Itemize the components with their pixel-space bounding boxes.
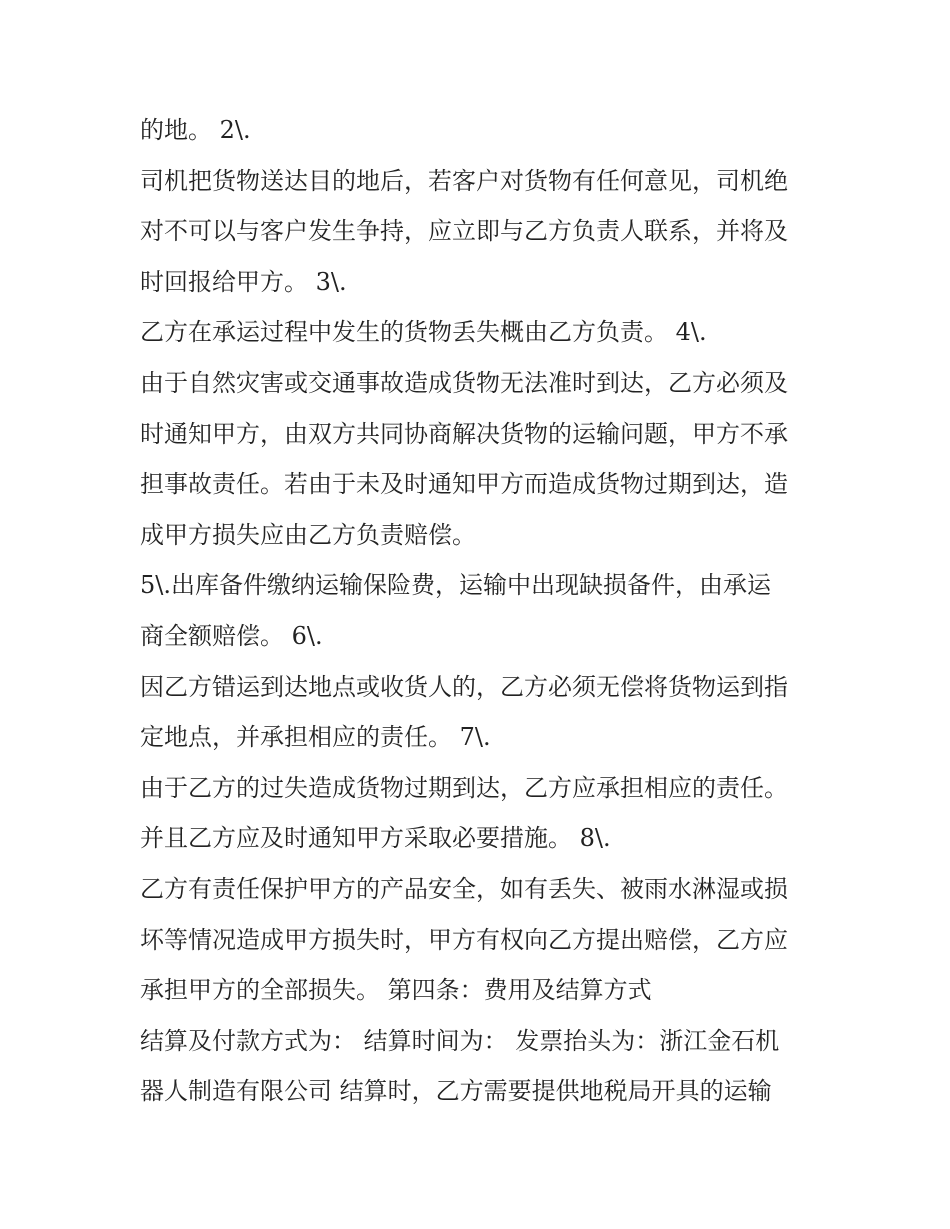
text-line: 乙方在承运过程中发生的货物丢失概由乙方负责。 4\. — [140, 318, 707, 347]
text-line: 承担甲方的全部损失。 第四条：费用及结算方式 — [140, 976, 652, 1005]
text-line: 由于自然灾害或交通事故造成货物无法准时到达，乙方必须及 — [140, 368, 788, 397]
text-line: 时通知甲方，由双方共同协商解决货物的运输问题，甲方不承 — [140, 419, 788, 448]
text-line: 时回报给甲方。 3\. — [140, 267, 347, 296]
text-line: 乙方有责任保护甲方的产品安全，如有丢失、被雨水淋湿或损 — [140, 874, 788, 903]
text-line: 对不可以与客户发生争持，应立即与乙方负责人联系，并将及 — [140, 217, 788, 246]
text-line: 器人制造有限公司 结算时，乙方需要提供地税局开具的运输 — [140, 1077, 772, 1106]
text-line: 5\.出库备件缴纳运输保险费，运输中出现缺损备件，由承运 — [140, 571, 771, 600]
contract-text-block — [140, 105, 820, 1117]
text-line: 结算及付款方式为： 结算时间为： 发票抬头为：浙江金石机 — [140, 1026, 780, 1055]
text-line: 成甲方损失应由乙方负责赔偿。 — [140, 520, 476, 549]
text-line: 司机把货物送达目的地后，若客户对货物有任何意见，司机绝 — [140, 166, 788, 195]
text-line: 因乙方错运到达地点或收货人的，乙方必须无偿将货物运到指 — [140, 672, 788, 701]
text-line: 由于乙方的过失造成货物过期到达，乙方应承担相应的责任。 — [140, 773, 788, 802]
text-line: 的地。 2\. — [140, 116, 251, 144]
text-line: 担事故责任。若由于未及时通知甲方而造成货物过期到达，造 — [140, 470, 788, 499]
text-line: 商全额赔偿。 6\. — [140, 621, 323, 650]
text-line: 坏等情况造成甲方损失时，甲方有权向乙方提出赔偿，乙方应 — [140, 925, 788, 954]
text-line: 并且乙方应及时通知甲方采取必要措施。 8\. — [140, 824, 611, 853]
text-line: 定地点，并承担相应的责任。 7\. — [140, 723, 491, 752]
